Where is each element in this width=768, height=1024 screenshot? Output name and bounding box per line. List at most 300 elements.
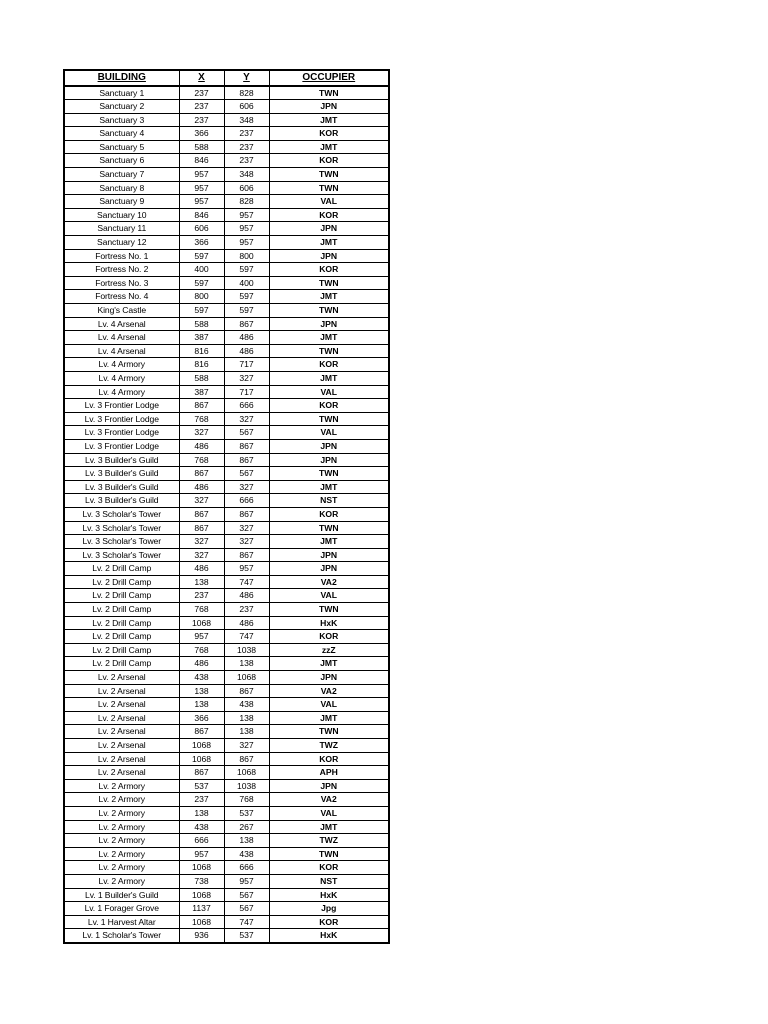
x-cell: 846 <box>179 154 224 168</box>
building-cell: Sanctuary 5 <box>64 140 179 154</box>
x-cell: 867 <box>179 507 224 521</box>
y-cell: 348 <box>224 113 269 127</box>
x-cell: 597 <box>179 276 224 290</box>
x-cell: 588 <box>179 140 224 154</box>
x-cell: 666 <box>179 834 224 848</box>
x-cell: 438 <box>179 820 224 834</box>
table-row <box>64 779 389 793</box>
table-row <box>64 480 389 494</box>
building-cell: Lv. 2 Arsenal <box>64 711 179 725</box>
occupier-cell: JMT <box>269 820 389 834</box>
header-occupier: OCCUPIER <box>269 70 389 86</box>
building-cell: Lv. 3 Scholar's Tower <box>64 548 179 562</box>
occupier-cell: KOR <box>269 630 389 644</box>
occupier-cell: JMT <box>269 140 389 154</box>
occupier-cell: TWN <box>269 521 389 535</box>
y-cell: 486 <box>224 589 269 603</box>
y-cell: 400 <box>224 276 269 290</box>
occupier-cell: HxK <box>269 888 389 902</box>
building-cell: Lv. 1 Builder's Guild <box>64 888 179 902</box>
x-cell: 1137 <box>179 902 224 916</box>
table-row <box>64 344 389 358</box>
table-row <box>64 562 389 576</box>
y-cell: 267 <box>224 820 269 834</box>
occupier-cell: NST <box>269 874 389 888</box>
occupier-cell: KOR <box>269 507 389 521</box>
x-cell: 957 <box>179 630 224 644</box>
occupier-cell: TWN <box>269 304 389 318</box>
building-cell: Sanctuary 2 <box>64 100 179 114</box>
occupier-cell: VAL <box>269 698 389 712</box>
building-cell: Fortress No. 3 <box>64 276 179 290</box>
table-row <box>64 915 389 929</box>
table-row <box>64 874 389 888</box>
occupier-cell: JMT <box>269 657 389 671</box>
occupier-cell: JPN <box>269 100 389 114</box>
table-row <box>64 399 389 413</box>
building-cell: Fortress No. 4 <box>64 290 179 304</box>
table-body <box>64 86 389 943</box>
building-cell: Lv. 2 Drill Camp <box>64 630 179 644</box>
y-cell: 957 <box>224 562 269 576</box>
building-cell: Lv. 3 Frontier Lodge <box>64 412 179 426</box>
x-cell: 327 <box>179 426 224 440</box>
x-cell: 327 <box>179 535 224 549</box>
table-row <box>64 290 389 304</box>
building-cell: Sanctuary 6 <box>64 154 179 168</box>
table-row <box>64 671 389 685</box>
table-row <box>64 589 389 603</box>
table-row <box>64 766 389 780</box>
building-cell: Lv. 2 Arsenal <box>64 766 179 780</box>
occupier-cell: TWN <box>269 603 389 617</box>
y-cell: 327 <box>224 739 269 753</box>
y-cell: 348 <box>224 168 269 182</box>
x-cell: 1068 <box>179 752 224 766</box>
y-cell: 597 <box>224 304 269 318</box>
building-cell: Lv. 2 Drill Camp <box>64 616 179 630</box>
occupier-cell: JPN <box>269 562 389 576</box>
y-cell: 138 <box>224 711 269 725</box>
occupier-cell: JPN <box>269 453 389 467</box>
x-cell: 486 <box>179 657 224 671</box>
table-row <box>64 929 389 943</box>
building-cell: Lv. 3 Builder's Guild <box>64 467 179 481</box>
table-row <box>64 276 389 290</box>
occupier-cell: TWZ <box>269 834 389 848</box>
x-cell: 936 <box>179 929 224 943</box>
x-cell: 237 <box>179 113 224 127</box>
occupier-cell: JMT <box>269 711 389 725</box>
y-cell: 867 <box>224 507 269 521</box>
occupier-cell: JMT <box>269 290 389 304</box>
table-row <box>64 385 389 399</box>
building-cell: Lv. 2 Arsenal <box>64 725 179 739</box>
x-cell: 957 <box>179 847 224 861</box>
x-cell: 237 <box>179 793 224 807</box>
x-cell: 846 <box>179 208 224 222</box>
x-cell: 588 <box>179 371 224 385</box>
x-cell: 400 <box>179 263 224 277</box>
y-cell: 237 <box>224 140 269 154</box>
occupier-cell: JMT <box>269 236 389 250</box>
building-cell: King's Castle <box>64 304 179 318</box>
y-cell: 666 <box>224 861 269 875</box>
table-row <box>64 331 389 345</box>
x-cell: 957 <box>179 195 224 209</box>
y-cell: 1038 <box>224 779 269 793</box>
y-cell: 567 <box>224 467 269 481</box>
table-row <box>64 806 389 820</box>
y-cell: 957 <box>224 236 269 250</box>
building-cell: Sanctuary 3 <box>64 113 179 127</box>
occupier-cell: TWN <box>269 276 389 290</box>
occupier-cell: KOR <box>269 263 389 277</box>
occupier-cell: TWN <box>269 847 389 861</box>
x-cell: 768 <box>179 603 224 617</box>
occupier-cell: TWZ <box>269 739 389 753</box>
table-row <box>64 603 389 617</box>
table-row <box>64 236 389 250</box>
x-cell: 606 <box>179 222 224 236</box>
occupier-cell: KOR <box>269 208 389 222</box>
table-row <box>64 304 389 318</box>
building-cell: Sanctuary 12 <box>64 236 179 250</box>
y-cell: 237 <box>224 127 269 141</box>
building-cell: Lv. 2 Arsenal <box>64 698 179 712</box>
table-row <box>64 630 389 644</box>
occupier-cell: JPN <box>269 317 389 331</box>
y-cell: 828 <box>224 86 269 100</box>
x-cell: 366 <box>179 236 224 250</box>
building-cell: Lv. 2 Armory <box>64 779 179 793</box>
x-cell: 237 <box>179 589 224 603</box>
y-cell: 867 <box>224 548 269 562</box>
x-cell: 597 <box>179 249 224 263</box>
y-cell: 666 <box>224 494 269 508</box>
x-cell: 486 <box>179 562 224 576</box>
building-cell: Lv. 2 Drill Camp <box>64 643 179 657</box>
occupier-cell: JPN <box>269 671 389 685</box>
occupier-cell: VAL <box>269 806 389 820</box>
table-row <box>64 467 389 481</box>
x-cell: 1068 <box>179 888 224 902</box>
y-cell: 717 <box>224 358 269 372</box>
occupier-cell: TWN <box>269 181 389 195</box>
occupier-cell: JPN <box>269 222 389 236</box>
x-cell: 138 <box>179 684 224 698</box>
occupier-cell: TWN <box>269 168 389 182</box>
building-cell: Lv. 2 Armory <box>64 820 179 834</box>
building-cell: Sanctuary 4 <box>64 127 179 141</box>
building-cell: Lv. 2 Drill Camp <box>64 589 179 603</box>
y-cell: 567 <box>224 426 269 440</box>
table-row <box>64 453 389 467</box>
x-cell: 138 <box>179 575 224 589</box>
y-cell: 597 <box>224 263 269 277</box>
y-cell: 867 <box>224 317 269 331</box>
occupier-cell: KOR <box>269 358 389 372</box>
occupier-cell: HxK <box>269 929 389 943</box>
x-cell: 800 <box>179 290 224 304</box>
x-cell: 597 <box>179 304 224 318</box>
header-row <box>64 70 389 86</box>
occupier-cell: KOR <box>269 861 389 875</box>
occupier-cell: VA2 <box>269 793 389 807</box>
y-cell: 486 <box>224 331 269 345</box>
table-row <box>64 616 389 630</box>
y-cell: 537 <box>224 806 269 820</box>
x-cell: 957 <box>179 181 224 195</box>
y-cell: 828 <box>224 195 269 209</box>
table-row <box>64 711 389 725</box>
y-cell: 957 <box>224 874 269 888</box>
table-row <box>64 861 389 875</box>
table-row <box>64 371 389 385</box>
y-cell: 800 <box>224 249 269 263</box>
x-cell: 138 <box>179 806 224 820</box>
occupier-cell: VA2 <box>269 684 389 698</box>
table-row <box>64 113 389 127</box>
table-row <box>64 847 389 861</box>
occupier-cell: TWN <box>269 344 389 358</box>
x-cell: 867 <box>179 399 224 413</box>
building-cell: Lv. 2 Drill Camp <box>64 657 179 671</box>
building-cell: Lv. 2 Armory <box>64 834 179 848</box>
y-cell: 237 <box>224 603 269 617</box>
x-cell: 1068 <box>179 915 224 929</box>
building-cell: Lv. 2 Drill Camp <box>64 562 179 576</box>
x-cell: 867 <box>179 766 224 780</box>
table-row <box>64 154 389 168</box>
table-row <box>64 439 389 453</box>
x-cell: 387 <box>179 385 224 399</box>
table-row <box>64 100 389 114</box>
table-row <box>64 739 389 753</box>
building-cell: Lv. 4 Arsenal <box>64 317 179 331</box>
building-cell: Sanctuary 9 <box>64 195 179 209</box>
x-cell: 486 <box>179 439 224 453</box>
occupier-cell: TWN <box>269 725 389 739</box>
x-cell: 237 <box>179 100 224 114</box>
building-cell: Lv. 2 Arsenal <box>64 752 179 766</box>
x-cell: 1068 <box>179 861 224 875</box>
y-cell: 438 <box>224 847 269 861</box>
building-cell: Lv. 1 Forager Grove <box>64 902 179 916</box>
x-cell: 1068 <box>179 616 224 630</box>
occupier-cell: TWN <box>269 412 389 426</box>
occupier-cell: JMT <box>269 113 389 127</box>
building-cell: Lv. 3 Frontier Lodge <box>64 426 179 440</box>
occupier-cell: KOR <box>269 154 389 168</box>
occupier-cell: JPN <box>269 249 389 263</box>
table-header <box>64 70 389 86</box>
building-cell: Lv. 3 Scholar's Tower <box>64 507 179 521</box>
occupier-cell: KOR <box>269 127 389 141</box>
x-cell: 816 <box>179 344 224 358</box>
building-cell: Sanctuary 1 <box>64 86 179 100</box>
occupier-cell: zzZ <box>269 643 389 657</box>
x-cell: 867 <box>179 467 224 481</box>
y-cell: 138 <box>224 834 269 848</box>
y-cell: 567 <box>224 902 269 916</box>
building-cell: Lv. 3 Scholar's Tower <box>64 535 179 549</box>
occupier-cell: JMT <box>269 480 389 494</box>
occupier-cell: Jpg <box>269 902 389 916</box>
buildings-table <box>63 69 390 944</box>
table-row <box>64 140 389 154</box>
y-cell: 747 <box>224 915 269 929</box>
y-cell: 486 <box>224 344 269 358</box>
building-cell: Lv. 2 Armory <box>64 806 179 820</box>
y-cell: 486 <box>224 616 269 630</box>
building-cell: Lv. 3 Scholar's Tower <box>64 521 179 535</box>
header-x: X <box>179 70 224 86</box>
table-row <box>64 86 389 100</box>
building-cell: Lv. 1 Harvest Altar <box>64 915 179 929</box>
occupier-cell: VAL <box>269 589 389 603</box>
building-cell: Lv. 4 Armory <box>64 358 179 372</box>
x-cell: 438 <box>179 671 224 685</box>
y-cell: 1038 <box>224 643 269 657</box>
y-cell: 327 <box>224 412 269 426</box>
building-cell: Lv. 1 Scholar's Tower <box>64 929 179 943</box>
y-cell: 666 <box>224 399 269 413</box>
building-cell: Sanctuary 10 <box>64 208 179 222</box>
table-row <box>64 263 389 277</box>
x-cell: 366 <box>179 127 224 141</box>
table-row <box>64 507 389 521</box>
occupier-cell: JMT <box>269 535 389 549</box>
building-cell: Sanctuary 7 <box>64 168 179 182</box>
building-cell: Lv. 4 Arsenal <box>64 331 179 345</box>
building-cell: Lv. 2 Armory <box>64 861 179 875</box>
x-cell: 867 <box>179 725 224 739</box>
occupier-cell: JPN <box>269 439 389 453</box>
occupier-cell: VA2 <box>269 575 389 589</box>
building-cell: Sanctuary 11 <box>64 222 179 236</box>
table-row <box>64 181 389 195</box>
table-row <box>64 535 389 549</box>
building-cell: Lv. 3 Frontier Lodge <box>64 439 179 453</box>
table-row <box>64 195 389 209</box>
y-cell: 237 <box>224 154 269 168</box>
building-cell: Lv. 2 Arsenal <box>64 739 179 753</box>
y-cell: 138 <box>224 725 269 739</box>
building-cell: Lv. 2 Drill Camp <box>64 603 179 617</box>
table-row <box>64 902 389 916</box>
y-cell: 537 <box>224 929 269 943</box>
y-cell: 138 <box>224 657 269 671</box>
x-cell: 387 <box>179 331 224 345</box>
x-cell: 237 <box>179 86 224 100</box>
y-cell: 867 <box>224 684 269 698</box>
header-y: Y <box>224 70 269 86</box>
building-cell: Lv. 2 Armory <box>64 874 179 888</box>
y-cell: 327 <box>224 521 269 535</box>
y-cell: 747 <box>224 630 269 644</box>
building-cell: Lv. 3 Builder's Guild <box>64 480 179 494</box>
x-cell: 327 <box>179 494 224 508</box>
table-row <box>64 698 389 712</box>
occupier-cell: JMT <box>269 371 389 385</box>
x-cell: 486 <box>179 480 224 494</box>
occupier-cell: JPN <box>269 779 389 793</box>
table-row <box>64 249 389 263</box>
table-row <box>64 426 389 440</box>
y-cell: 867 <box>224 752 269 766</box>
building-cell: Lv. 4 Armory <box>64 371 179 385</box>
y-cell: 327 <box>224 371 269 385</box>
building-cell: Fortress No. 1 <box>64 249 179 263</box>
x-cell: 768 <box>179 412 224 426</box>
building-cell: Lv. 2 Arsenal <box>64 684 179 698</box>
y-cell: 867 <box>224 453 269 467</box>
x-cell: 366 <box>179 711 224 725</box>
x-cell: 816 <box>179 358 224 372</box>
table-row <box>64 888 389 902</box>
table-row <box>64 657 389 671</box>
table-row <box>64 575 389 589</box>
y-cell: 327 <box>224 535 269 549</box>
x-cell: 1068 <box>179 739 224 753</box>
building-cell: Lv. 2 Armory <box>64 793 179 807</box>
building-cell: Lv. 2 Armory <box>64 847 179 861</box>
x-cell: 768 <box>179 453 224 467</box>
y-cell: 1068 <box>224 766 269 780</box>
y-cell: 606 <box>224 100 269 114</box>
table-row <box>64 208 389 222</box>
occupier-cell: JMT <box>269 331 389 345</box>
occupier-cell: KOR <box>269 752 389 766</box>
occupier-cell: HxK <box>269 616 389 630</box>
table-row <box>64 358 389 372</box>
y-cell: 567 <box>224 888 269 902</box>
y-cell: 867 <box>224 439 269 453</box>
y-cell: 597 <box>224 290 269 304</box>
building-cell: Lv. 4 Armory <box>64 385 179 399</box>
occupier-cell: TWN <box>269 86 389 100</box>
x-cell: 138 <box>179 698 224 712</box>
table-row <box>64 494 389 508</box>
y-cell: 438 <box>224 698 269 712</box>
occupier-cell: JPN <box>269 548 389 562</box>
y-cell: 768 <box>224 793 269 807</box>
header-building: BUILDING <box>64 70 179 86</box>
y-cell: 747 <box>224 575 269 589</box>
table-row <box>64 548 389 562</box>
table-row <box>64 317 389 331</box>
occupier-cell: VAL <box>269 426 389 440</box>
building-cell: Lv. 2 Arsenal <box>64 671 179 685</box>
building-cell: Sanctuary 8 <box>64 181 179 195</box>
table-row <box>64 521 389 535</box>
x-cell: 867 <box>179 521 224 535</box>
table-row <box>64 793 389 807</box>
occupier-cell: KOR <box>269 399 389 413</box>
y-cell: 717 <box>224 385 269 399</box>
x-cell: 738 <box>179 874 224 888</box>
table-row <box>64 168 389 182</box>
table-row <box>64 725 389 739</box>
y-cell: 606 <box>224 181 269 195</box>
table-row <box>64 820 389 834</box>
occupier-cell: APH <box>269 766 389 780</box>
x-cell: 588 <box>179 317 224 331</box>
table-row <box>64 412 389 426</box>
building-cell: Lv. 3 Frontier Lodge <box>64 399 179 413</box>
table-row <box>64 684 389 698</box>
